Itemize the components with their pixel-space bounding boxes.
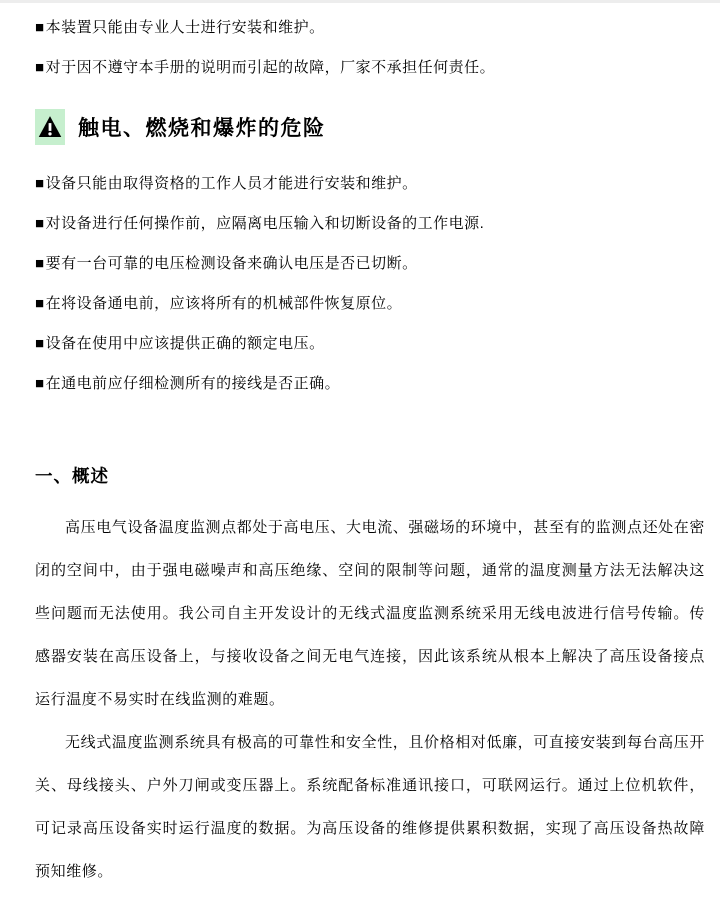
- document-page: [0, 3, 720, 900]
- notice-text: 要有一台可靠的电压检测设备来确认电压是否已切断。: [45, 255, 418, 272]
- notice-text: 本装置只能由专业人士进行安装和维护。: [45, 19, 325, 36]
- notice-item: [35, 335, 705, 353]
- top-notice-list: [35, 19, 705, 77]
- warning-notice-list: [35, 175, 705, 393]
- notice-item: [35, 19, 705, 37]
- square-bullet-icon: ■: [35, 335, 45, 352]
- square-bullet-icon: ■: [35, 175, 45, 192]
- notice-item: [35, 175, 705, 193]
- notice-text: 在将设备通电前，应该将所有的机械部件恢复原位。: [45, 295, 403, 312]
- square-bullet-icon: ■: [35, 375, 45, 392]
- notice-item: [35, 375, 705, 393]
- square-bullet-icon: ■: [35, 59, 45, 76]
- notice-text: 在通电前应仔细检测所有的接线是否正确。: [45, 375, 341, 392]
- square-bullet-icon: ■: [35, 255, 45, 272]
- warning-triangle-icon: [35, 109, 65, 145]
- notice-item: [35, 59, 705, 77]
- notice-text: 设备只能由取得资格的工作人员才能进行安装和维护。: [45, 175, 418, 192]
- square-bullet-icon: ■: [35, 295, 45, 312]
- notice-text: 对设备进行任何操作前，应隔离电压输入和切断设备的工作电源.: [45, 215, 485, 232]
- square-bullet-icon: ■: [35, 215, 45, 232]
- notice-text: 对于因不遵守本手册的说明而引起的故障，厂家不承担任何责任。: [45, 59, 496, 76]
- notice-item: [35, 255, 705, 273]
- square-bullet-icon: ■: [35, 19, 45, 36]
- warning-section-header: [35, 109, 705, 145]
- overview-paragraph-2: 无线式温度监测系统具有极高的可靠性和安全性，且价格相对低廉，可直接安装到每台高压开关、母线接头、户外刀闸或变压器上。系统配备标准通讯接口，可联网运行。通过上位机软件，可记录高压设备实时运行温度的数据。为高压设备的维修提供累积数据，实现了高压设备热故障预知维修。: [35, 734, 705, 880]
- overview-paragraph-1: 高压电气设备温度监测点都处于高电压、大电流、强磁场的环境中，甚至有的监测点还处在密闭的空间中，由于强电磁噪声和高压绝缘、空间的限制等问题，通常的温度测量方法无法解决这些问题而无法使用。我公司自主开发设计的无线式温度监测系统采用无线电波进行信号传输。传感器安装在高压设备上，与接收设备之间无电气连接，因此该系统从根本上解决了高压设备接点运行温度不易实时在线监测的难题。: [35, 519, 705, 708]
- overview-section-heading: 一、概述: [35, 466, 109, 486]
- notice-item: [35, 215, 705, 233]
- notice-item: [35, 295, 705, 313]
- warning-section-title: 触电、燃烧和爆炸的危险: [78, 116, 326, 140]
- notice-text: 设备在使用中应该提供正确的额定电压。: [45, 335, 325, 352]
